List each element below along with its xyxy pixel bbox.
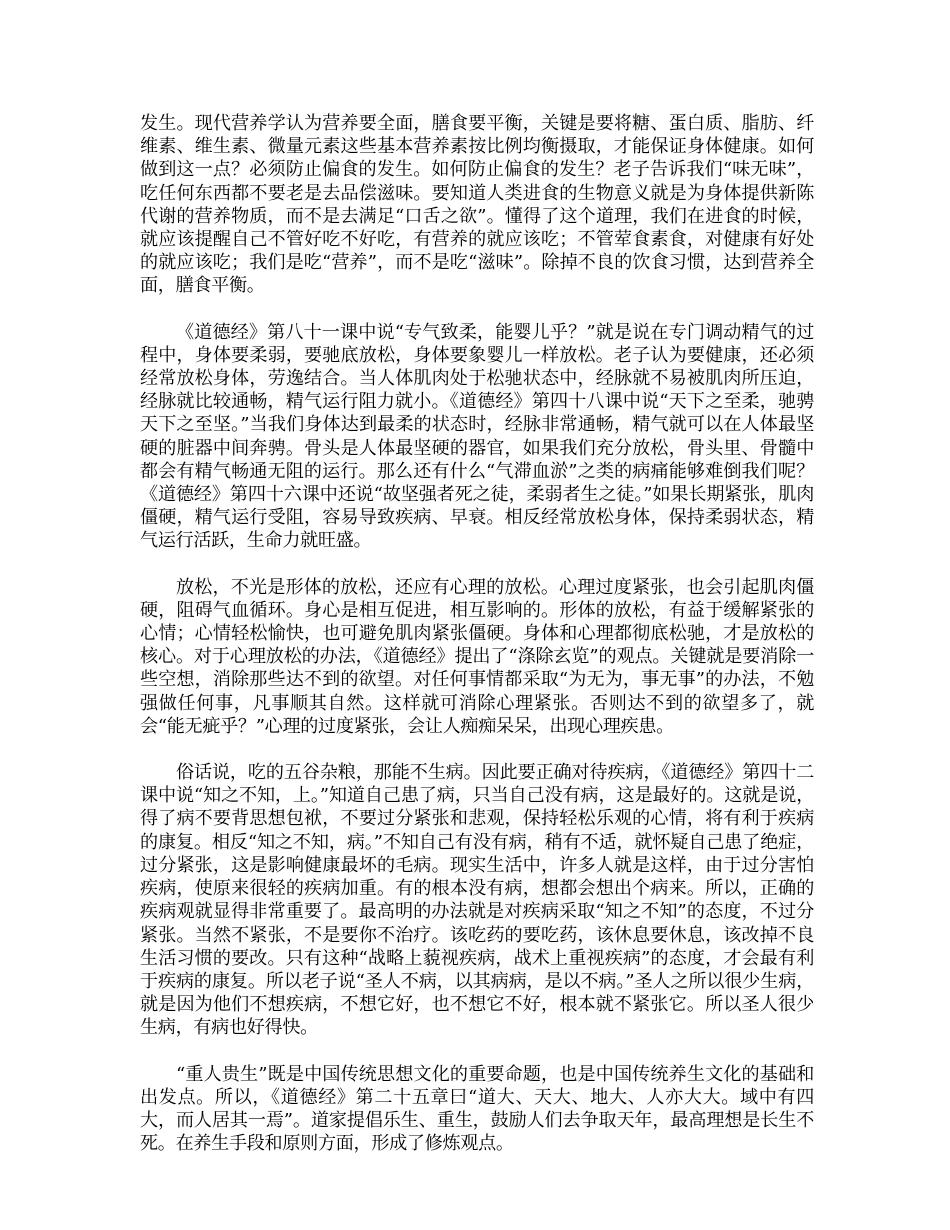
paragraph-1: 发生。现代营养学认为营养要全面，膳食要平衡，关键是要将糖、蛋白质、脂肪、纤维素、维生素、微量元素这些基本营养素按比例均衡摄取，才能保证身体健康。如何做到这一点？必须防止偏食的发生。如何防止偏食的发生？老子告诉我们“味无味”，吃任何东西都不要老是去品偿滋味。要知道人类进食的生物意义就是为身体提供新陈代谢的营养物质，而不是去满足“口舌之欲”。懂得了这个道理，我们在进食的时候，就应该提醒自己不管好吃不好吃，有营养的就应该吃；不管荤食素食，对健康有好处的就应该吃；我们是吃“营养”，而不是吃“滋味”。除掉不良的饮食习惯，达到营养全面，膳食平衡。	[140, 113, 814, 297]
paragraph-2: 《道德经》第八十一课中说“专气致柔，能婴儿乎？”就是说在专门调动精气的过程中，身体要柔弱，要驰底放松，身体要象婴儿一样放松。老子认为要健康，还必须经常放松身体，劳逸结合。当人体肌肉处于松驰状态中，经脉就不易被肌肉所压迫，经脉就比较通畅，精气运行阻力就小。《道德经》第四十八课中说“天下之至柔，驰骋天下之至坚。”当我们身体达到最柔的状态时，经脉非常通畅，精气就可以在人体最坚硬的脏器中间奔骋。骨头是人体最坚硬的器官，如果我们充分放松，骨头里、骨髓中都会有精气畅通无阻的运行。那么还有什么“气滞血淤”之类的病痛能够难倒我们呢？《道德经》第四十六课中还说“故坚强者死之徒，柔弱者生之徒。”如果长期紧张，肌肉僵硬，精气运行受阻，容易导致疾病、早衰。相反经常放松身体，保持柔弱状态，精气运行活跃，生命力就旺盛。	[140, 321, 814, 552]
paragraph-4: 俗话说，吃的五谷杂粮，那能不生病。因此要正确对待疾病，《道德经》第四十二课中说“知之不知，上。”知道自己患了病，只当自己没有病，这是最好的。这就是说，得了病不要背思想包袱，不要过分紧张和悲观，保持轻松乐观的心情，将有利于疾病的康复。相反“知之不知，病。”不知自己有没有病，稍有不适，就怀疑自己患了绝症，过分紧张，这是影响健康最坏的毛病。现实生活中，许多人就是这样，由于过分害怕疾病，使原来很轻的疾病加重。有的根本没有病，想都会想出个病来。所以，正确的疾病观就显得非常重要了。最高明的办法就是对疾病采取“知之不知”的态度，不过分紧张。当然不紧张，不是要你不治疗。该吃药的要吃药，该休息要休息，该改掉不良生活习惯的要改。只有这种“战略上藐视疾病，战术上重视疾病”的态度，才会最有利于疾病的康复。所以老子说“圣人不病，以其病病，是以不病。”圣人之所以很少生病，就是因为他们不想疾病，不想它好，也不想它不好，根本就不紧张它。所以圣人很少生病，有病也好得快。	[140, 762, 814, 1039]
paragraph-5: “重人贵生”既是中国传统思想文化的重要命题，也是中国传统养生文化的基础和出发点。所以，《道德经》第二十五章曰“道大、天大、地大、人亦大大。域中有四大，而人居其一焉”。道家提倡乐生、重生，鼓励人们去争取天年，最高理想是长生不死。在养生手段和原则方面，形成了修炼观点。	[140, 1063, 814, 1155]
document-page	[140, 112, 814, 1178]
paragraph-3: 放松，不光是形体的放松，还应有心理的放松。心理过度紧张，也会引起肌肉僵硬，阻碍气血循环。身心是相互促进，相互影响的。形体的放松，有益于缓解紧张的心情；心情轻松愉快，也可避免肌肉紧张僵硬。身体和心理都彻底松驰，才是放松的核心。对于心理放松的办法，《道德经》提出了“涤除玄览”的观点。关键就是要消除一些空想，消除那些达不到的欲望。对任何事情都采取“为无为，事无事”的办法，不勉强做任何事，凡事顺其自然。这样就可消除心理紧张。否则达不到的欲望多了，就会“能无疵乎？”心理的过度紧张，会让人痴痴呆呆，出现心理疾患。	[140, 576, 814, 737]
